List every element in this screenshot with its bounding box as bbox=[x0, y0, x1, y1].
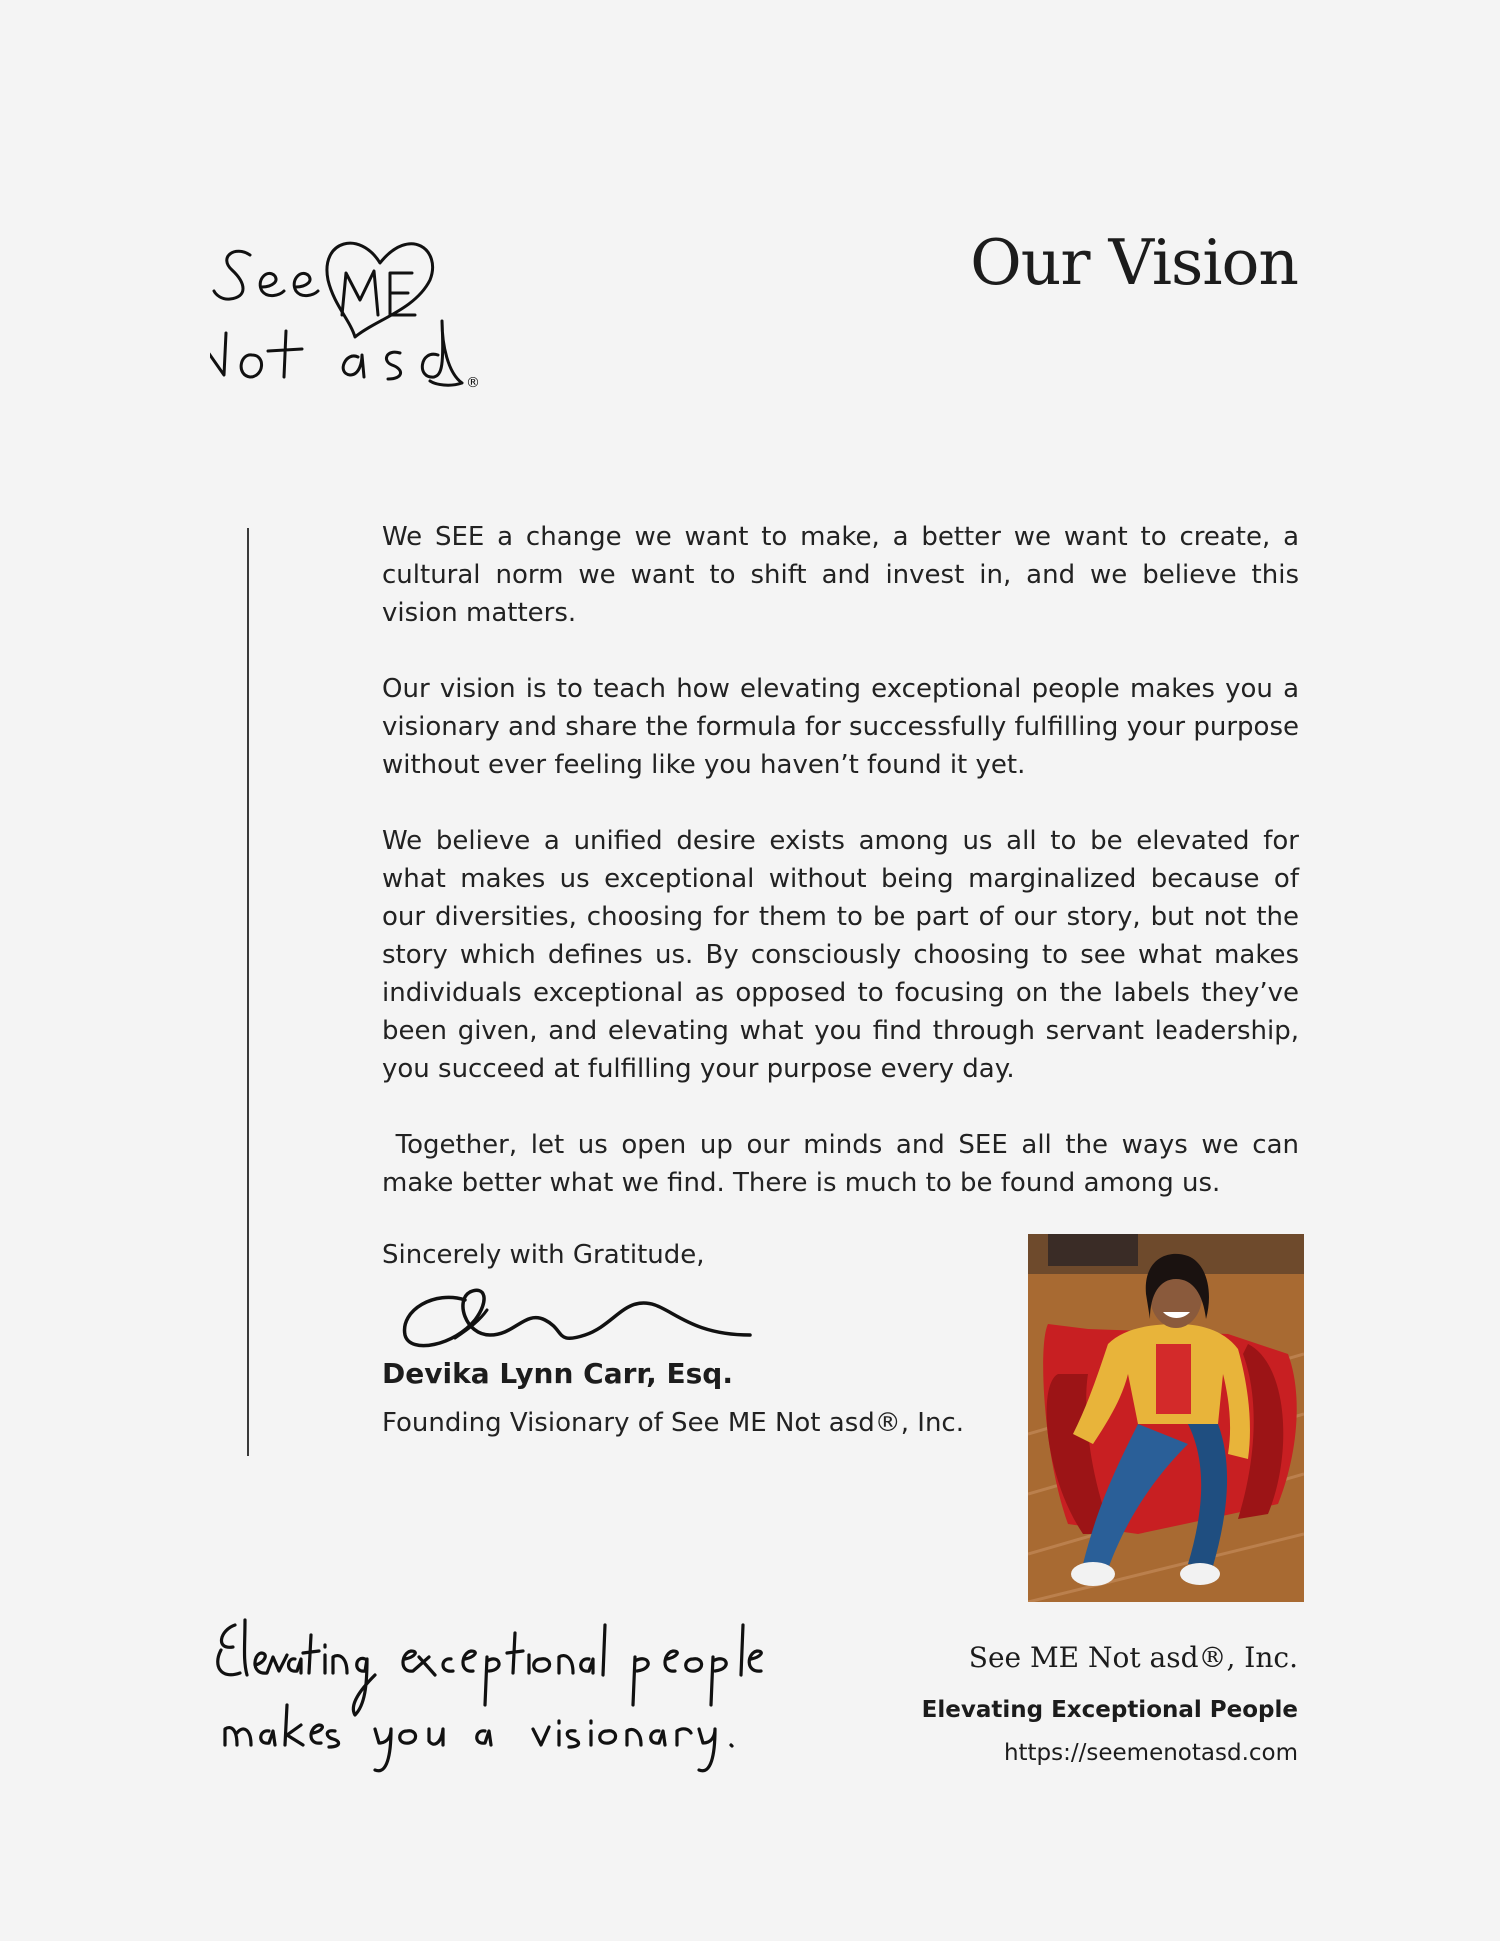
signer-name: Devika Lynn Carr, Esq. bbox=[382, 1357, 733, 1390]
letter-paragraph: Together, let us open up our minds and SEE all the ways we can make better what we find. There is much to be found among us. bbox=[382, 1130, 1308, 1198]
org-name: See ME Not asd®, Inc. bbox=[968, 1641, 1298, 1674]
vertical-divider bbox=[247, 528, 249, 1456]
letter-paragraph: We SEE a change we want to make, a better we want to create, a cultural norm we want to shift and invest in, and we believe this vision matters. bbox=[382, 522, 1299, 628]
signature bbox=[395, 1280, 755, 1355]
letter-paragraph: Our vision is to teach how elevating exceptional people makes you a visionary and share the formula for successfully fulfilling your purpose without ever feeling like you haven’t found it yet. bbox=[382, 674, 1299, 780]
founder-photo-illustration bbox=[1028, 1234, 1304, 1602]
svg-text:®: ® bbox=[466, 375, 480, 391]
page-title: Our Vision bbox=[970, 226, 1298, 299]
org-url-link[interactable]: https://seemenotasd.com bbox=[1003, 1740, 1298, 1766]
signature-scribble bbox=[395, 1280, 755, 1355]
logo bbox=[210, 225, 560, 425]
signer-title: Founding Visionary of See ME Not asd®, Inc. bbox=[382, 1408, 964, 1438]
logo-handwriting bbox=[210, 225, 560, 425]
letter-paragraph: We believe a unified desire exists among us all to be elevated for what makes us exceptional without being marginalized because of our diversities, choosing for them to be part of our story, but not the story which defines us. By consciously choosing to see what makes individuals exceptional as opposed to focusing on the labels they’ve been given, and elevating what you find through servant leadership, you succeed at fulfilling your purpose every day. bbox=[382, 826, 1299, 1084]
founder-photo bbox=[1028, 1234, 1304, 1602]
script-tagline-handwriting bbox=[215, 1605, 775, 1775]
script-tagline bbox=[215, 1605, 775, 1775]
org-tagline: Elevating Exceptional People bbox=[921, 1697, 1298, 1723]
letter-body bbox=[382, 518, 1308, 1240]
letter-closing: Sincerely with Gratitude, bbox=[382, 1240, 705, 1270]
